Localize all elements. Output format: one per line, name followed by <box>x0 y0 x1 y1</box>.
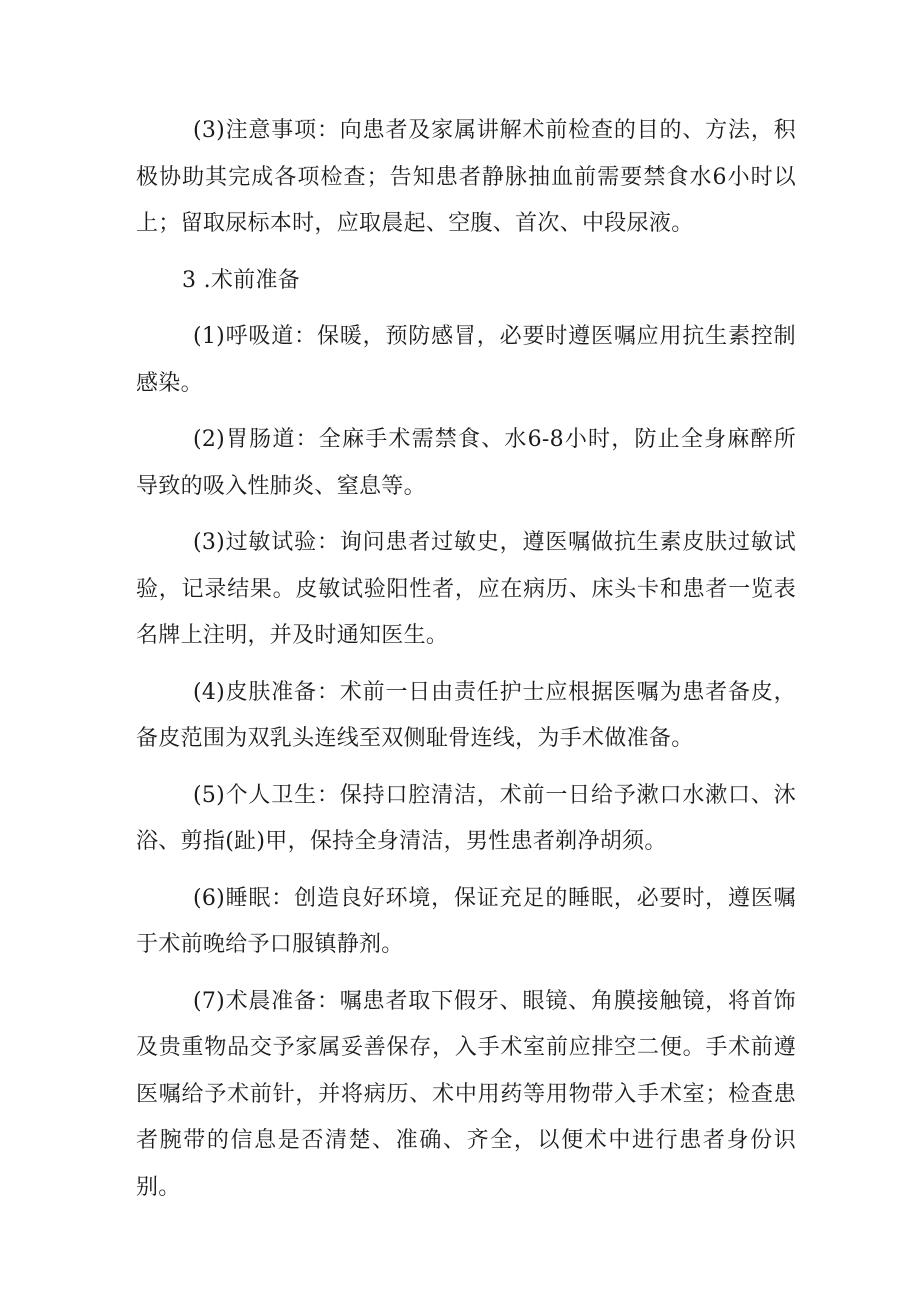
document-body <box>136 108 796 1221</box>
paragraph-sleep: (6)睡眠：创造良好环境，保证充足的睡眠，必要时，遵医嘱于术前晚给予口服镇静剂。 <box>136 885 796 957</box>
paragraph-allergy-test: (3)过敏试验：询问患者过敏史，遵医嘱做抗生素皮肤过敏试验，记录结果。皮敏试验阳性者，应在病历、床头卡和患者一览表名牌上注明，并及时通知医生。 <box>136 530 796 648</box>
paragraph-personal-hygiene: (5)个人卫生：保持口腔清洁，术前一日给予漱口水漱口、沐浴、剪指(趾)甲，保持全身清洁，男性患者剃净胡须。 <box>136 782 796 854</box>
paragraph-morning-prep: (7)术晨准备：嘱患者取下假牙、眼镜、角膜接触镜，将首饰及贵重物品交予家属妥善保存，入手术室前应排空二便。手术前遵医嘱给予术前针，并将病历、术中用药等用物带入手术室；检查患者腕带的信息是否清楚、准确、齐全，以便术中进行患者身份识别。 <box>136 988 796 1200</box>
paragraph-precautions: (3)注意事项：向患者及家属讲解术前检查的目的、方法，积极协助其完成各项检查；告知患者静脉抽血前需要禁食水6小时以上；留取尿标本时，应取晨起、空腹、首次、中段尿液。 <box>136 118 796 236</box>
paragraph-skin-prep: (4)皮肤准备：术前一日由责任护士应根据医嘱为患者备皮，备皮范围为双乳头连线至双侧耻骨连线，为手术做准备。 <box>136 679 796 751</box>
section-heading-preop-prep: 3 .术前准备 <box>182 267 301 293</box>
paragraph-gastrointestinal: (2)胃肠道：全麻手术需禁食、水6-8小时，防止全身麻醉所导致的吸入性肺炎、窒息等。 <box>136 427 796 499</box>
paragraph-respiratory: (1)呼吸道：保暖，预防感冒，必要时遵医嘱应用抗生素控制感染。 <box>136 324 796 396</box>
